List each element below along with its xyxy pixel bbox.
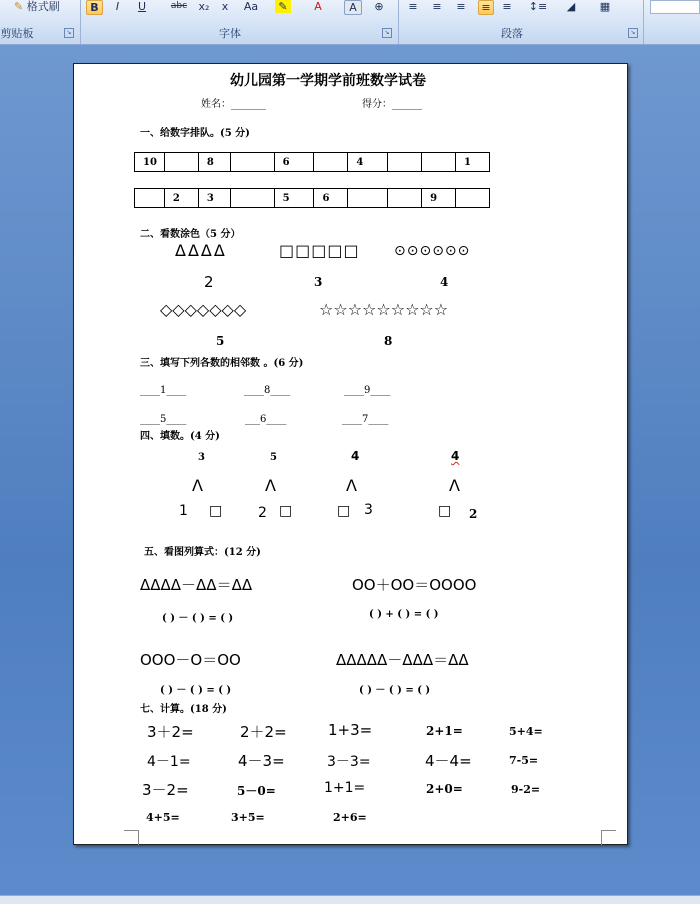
calc-item: 5－0= — [237, 784, 276, 798]
split-caret: Λ — [192, 476, 203, 495]
grid-cell: 8 — [198, 153, 230, 172]
format-painter-button[interactable] — [14, 0, 74, 13]
shading-icon[interactable]: ◢ — [566, 0, 576, 13]
split-value: 3 — [364, 502, 373, 518]
grid-cell — [348, 189, 388, 208]
clipboard-launcher-icon[interactable]: ↘ — [64, 28, 74, 38]
stars-row: ☆☆☆☆☆☆☆☆☆ — [319, 300, 449, 319]
calc-item: 3+5= — [231, 811, 265, 824]
split-value: 2 — [469, 507, 478, 521]
calc-item: 4+5= — [146, 811, 180, 824]
grid-cell: 1 — [456, 153, 490, 172]
circle-count: 4 — [440, 275, 449, 289]
equation-triangles: ΔΔΔΔ－ΔΔ＝ΔΔ — [140, 576, 253, 594]
neighbor-blank: ___6____ — [245, 414, 287, 425]
section-4-heading: 四、填数。(4 分) — [140, 431, 220, 442]
align-center-icon[interactable]: ≡ — [432, 0, 442, 13]
grid-cell — [230, 189, 274, 208]
margin-corner-mark — [124, 830, 139, 845]
calc-item: 1+1= — [324, 780, 366, 796]
margin-corner-mark — [601, 830, 616, 845]
split-caret: Λ — [346, 476, 357, 495]
number-order-row-1 — [134, 152, 490, 172]
grid-cell — [388, 153, 422, 172]
grid-cell: 6 — [274, 153, 314, 172]
justify-icon[interactable]: ≡ — [478, 0, 494, 15]
enclose-char-button[interactable]: ⊕ — [374, 0, 384, 13]
split-caret: Λ — [265, 476, 276, 495]
circles-row: ⊙⊙⊙⊙⊙⊙ — [394, 243, 471, 259]
split-value: 1 — [179, 503, 188, 519]
grid-cell — [230, 153, 274, 172]
neighbor-blank: ____9____ — [344, 385, 391, 396]
split-value: 2 — [258, 505, 267, 521]
squares-row: □□□□□ — [279, 241, 360, 260]
equation-circles: ΟΟ＋ΟΟ＝ΟΟΟΟ — [352, 576, 477, 594]
equation-blank: ( ) － ( ) = ( ) — [359, 685, 431, 696]
grid-cell: 5 — [274, 189, 314, 208]
line-spacing-icon[interactable]: ↕≡ — [528, 0, 548, 13]
split-box: □ — [337, 503, 351, 519]
font-color-button[interactable]: A — [314, 0, 322, 13]
square-count: 3 — [314, 275, 323, 289]
clipboard-group-label: 剪贴板 — [0, 27, 34, 40]
equation-triangles-minus: ΔΔΔΔΔ－ΔΔΔ＝ΔΔ — [336, 651, 469, 669]
neighbor-blank: ____7____ — [342, 414, 389, 425]
calc-item: 4－3= — [238, 752, 285, 770]
diamond-count: 5 — [216, 334, 225, 348]
split-caret: Λ — [449, 476, 460, 495]
calc-item: 5+4= — [509, 725, 543, 738]
align-right-icon[interactable]: ≡ — [456, 0, 466, 13]
equation-blank: ( ) － ( ) = ( ) — [160, 685, 232, 696]
triangles-row: ΔΔΔΔ — [175, 241, 227, 260]
name-field: 姓名：_______ — [201, 99, 266, 110]
ribbon-toolbar — [0, 0, 700, 45]
paragraph-launcher-icon[interactable]: ↘ — [628, 28, 638, 38]
page-title: 幼儿园第一学期学前班数学试卷 — [230, 73, 426, 89]
diamonds-row: ◇◇◇◇◇◇◇ — [160, 300, 247, 319]
split-top-number: 4 — [351, 449, 360, 463]
style-gallery[interactable] — [650, 0, 700, 14]
superscript-button[interactable]: x — [221, 0, 229, 13]
split-top-number: 3 — [198, 452, 205, 463]
underline-button[interactable]: U — [137, 0, 147, 13]
align-left-icon[interactable]: ≡ — [408, 0, 418, 13]
grid-cell — [314, 153, 348, 172]
grid-cell — [164, 153, 198, 172]
section-1-heading: 一、给数字排队。(5 分) — [140, 128, 250, 139]
calc-item: 7-5= — [509, 754, 539, 767]
score-field: 得分：______ — [362, 99, 422, 110]
number-order-row-2 — [134, 188, 490, 208]
grid-cell — [456, 189, 490, 208]
highlight-icon[interactable]: ✎ — [272, 0, 294, 13]
grid-cell: 2 — [164, 189, 198, 208]
grid-cell — [388, 189, 422, 208]
equation-blank: ( ) + ( ) = ( ) — [369, 609, 439, 620]
neighbor-blank: ____1____ — [140, 385, 187, 396]
font-group-label: 字体 — [219, 27, 241, 40]
calc-item: 2+1= — [426, 724, 463, 738]
calc-item: 2+0= — [426, 782, 463, 796]
calc-item: 3－3= — [327, 754, 371, 770]
document-page[interactable] — [73, 63, 628, 845]
triangle-count: 2 — [204, 273, 214, 291]
strikethrough-button[interactable]: abc — [170, 1, 188, 11]
format-painter-label: 格式刷 — [26, 0, 60, 13]
section-7-heading: 七、计算。(18 分) — [140, 704, 227, 715]
grid-cell — [422, 153, 456, 172]
section-3-heading: 三、填写下列各数的相邻数 。(6 分) — [140, 358, 304, 369]
calc-item: 4－4= — [425, 752, 472, 770]
split-top-number: 5 — [270, 452, 277, 463]
char-shading-button[interactable]: A — [344, 0, 362, 15]
split-box: □ — [209, 503, 223, 519]
grid-cell: 3 — [198, 189, 230, 208]
subscript-button[interactable]: x₂ — [198, 0, 210, 13]
paragraph-group-label: 段落 — [501, 27, 523, 40]
italic-button[interactable]: I — [115, 0, 120, 13]
brush-icon: ✎ — [14, 0, 24, 13]
grid-cell: 9 — [422, 189, 456, 208]
star-count: 8 — [384, 334, 393, 348]
section-2-heading: 二、看数涂色（5 分） — [140, 229, 241, 240]
section-5-heading: 五、看图列算式：(12 分) — [144, 547, 261, 558]
split-box: □ — [438, 503, 452, 519]
split-box: □ — [279, 503, 293, 519]
calc-item: 1+3= — [328, 721, 373, 739]
grid-cell — [135, 189, 165, 208]
neighbor-blank: ____8____ — [244, 385, 291, 396]
bold-button[interactable]: B — [86, 0, 103, 15]
borders-icon[interactable]: ▦ — [599, 0, 611, 13]
grid-cell: 10 — [135, 153, 165, 172]
calc-item: 2+6= — [333, 811, 367, 824]
grid-cell: 6 — [314, 189, 348, 208]
equation-circles-minus: ΟΟΟ－Ο＝ΟΟ — [140, 651, 241, 669]
distribute-icon[interactable]: ≡ — [502, 0, 512, 13]
calc-item: 3＋2= — [147, 723, 194, 741]
calc-item: 9-2= — [511, 783, 541, 796]
split-top-number: 4 — [451, 449, 460, 463]
calc-item: 3－2= — [142, 781, 189, 799]
equation-blank: ( ) － ( ) = ( ) — [162, 613, 234, 624]
calc-item: 2＋2= — [240, 723, 287, 741]
change-case-button[interactable]: Aa — [243, 0, 259, 13]
grid-cell: 4 — [348, 153, 388, 172]
font-launcher-icon[interactable]: ↘ — [382, 28, 392, 38]
calc-item: 4－1= — [147, 754, 191, 770]
neighbor-blank: ____5____ — [140, 414, 187, 425]
